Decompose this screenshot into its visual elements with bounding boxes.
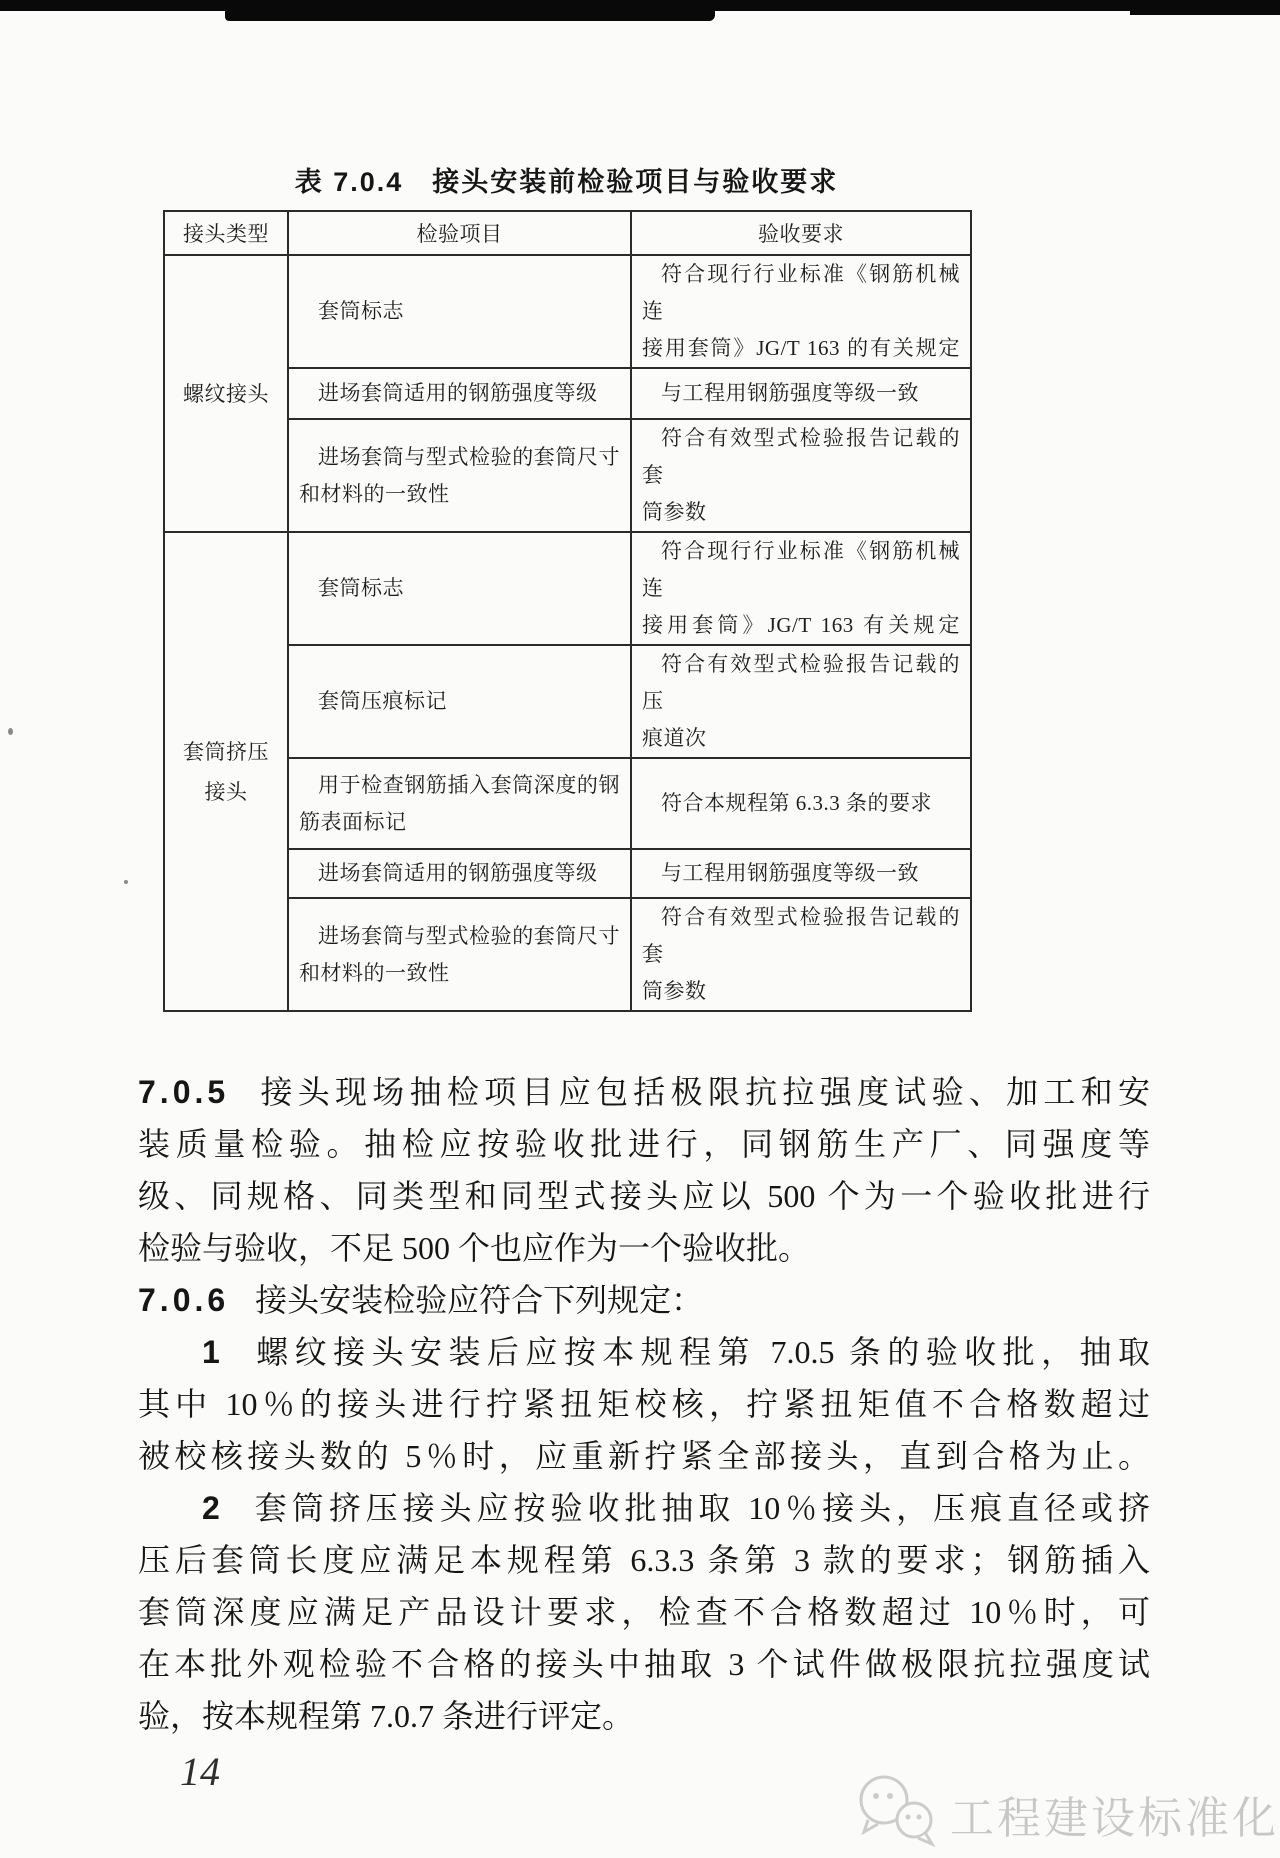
acceptance-cell: 与工程用钢筋强度等级一致 [631,849,971,898]
joint-type-extrusion [164,532,288,1011]
clause-number: 7.0.5 [138,1074,230,1110]
acceptance-cell: 符合本规程第 6.3.3 条的要求 [631,758,971,849]
joint-type-label: 螺纹接头 [183,381,269,406]
inspection-item-cell: 进场套筒与型式检验的套筒尺寸 和材料的一致性 [288,419,631,532]
inspection-item-cell: 用于检查钢筋插入套筒深度的钢 筋表面标记 [288,758,631,849]
clause-7-0-6: 7.0.6 接头安装检验应符合下列规定： [138,1282,704,1318]
watermark-text: 工程建设标准化 [950,1793,1279,1843]
item-number: 2 [202,1490,220,1526]
scan-artifact-dot [124,880,128,884]
acceptance-cell: 符合有效型式检验报告记载的套 筒参数 [631,419,971,532]
body-line: 在本批外观检验不合格的接头中抽取 3 个试件做极限抗拉强度试 [138,1646,1150,1682]
inspection-item-cell: 套筒压痕标记 [288,645,631,758]
body-line: 验，按本规程第 7.0.7 条进行评定。 [138,1698,635,1734]
list-item-1: 1 螺纹接头安装后应按本规程第 7.0.5 条的验收批，抽取 [202,1334,1150,1370]
inspection-item-cell: 进场套筒适用的钢筋强度等级 [288,849,631,898]
table-header-row [164,211,971,255]
table-caption: 表 7.0.4 接头安装前检验项目与验收要求 [294,167,839,197]
acceptance-cell: 符合现行行业标准《钢筋机械连 接用套筒》JG/T 163 有关规定 [631,532,971,645]
table-row [164,255,971,368]
joint-type-threaded [164,255,288,532]
acceptance-cell: 符合有效型式检验报告记载的套 筒参数 [631,898,971,1011]
header-inspection-item: 检验项目 [288,211,631,255]
body-text [138,1066,1150,1742]
body-line: 装质量检验。抽检应按验收批进行，同钢筋生产厂、同强度等 [138,1126,1150,1162]
page-number: 14 [180,1749,220,1794]
inspection-item-cell: 进场套筒适用的钢筋强度等级 [288,368,631,419]
body-line: 级、同规格、同类型和同型式接头应以 500 个为一个验收批进行 [138,1178,1150,1214]
inspection-requirements-table [163,210,972,1012]
item-number: 1 [202,1334,220,1370]
clause-7-0-5: 7.0.5 接头现场抽检项目应包括极限抗拉强度试验、加工和安 [138,1074,1150,1110]
header-joint-type: 接头类型 [164,211,288,255]
header-acceptance-requirement: 验收要求 [631,211,971,255]
acceptance-cell: 符合现行行业标准《钢筋机械连 接用套筒》JG/T 163 的有关规定 [631,255,971,368]
watermark [856,1772,1279,1855]
inspection-item-cell: 套筒标志 [288,255,631,368]
scan-artifact-top-right [1130,0,1280,15]
joint-type-label-line2: 接头 [204,779,248,804]
inspection-item-cell: 套筒标志 [288,532,631,645]
clause-number: 7.0.6 [138,1282,230,1318]
body-line: 其中 10％的接头进行拧紧扭矩校核，拧紧扭矩值不合格数超过 [138,1386,1150,1422]
body-line: 检验与验收，不足 500 个也应作为一个验收批。 [138,1230,811,1266]
acceptance-cell: 符合有效型式检验报告记载的压 痕道次 [631,645,971,758]
body-line: 套筒深度应满足产品设计要求，检查不合格数超过 10％时，可 [138,1594,1150,1630]
joint-type-label-line1: 套筒挤压 [183,739,269,764]
wechat-icon [856,1772,942,1855]
table-row [164,532,971,645]
inspection-item-cell: 进场套筒与型式检验的套筒尺寸 和材料的一致性 [288,898,631,1011]
acceptance-cell: 与工程用钢筋强度等级一致 [631,368,971,419]
list-item-2: 2 套筒挤压接头应按验收批抽取 10％接头，压痕直径或挤 [202,1490,1150,1526]
body-line: 被校核接头数的 5％时，应重新拧紧全部接头，直到合格为止。 [138,1438,1150,1474]
scan-artifact-dot [8,728,13,735]
body-line: 压后套筒长度应满足本规程第 6.3.3 条第 3 款的要求；钢筋插入 [138,1542,1150,1578]
scan-artifact-top-blob [225,0,715,21]
